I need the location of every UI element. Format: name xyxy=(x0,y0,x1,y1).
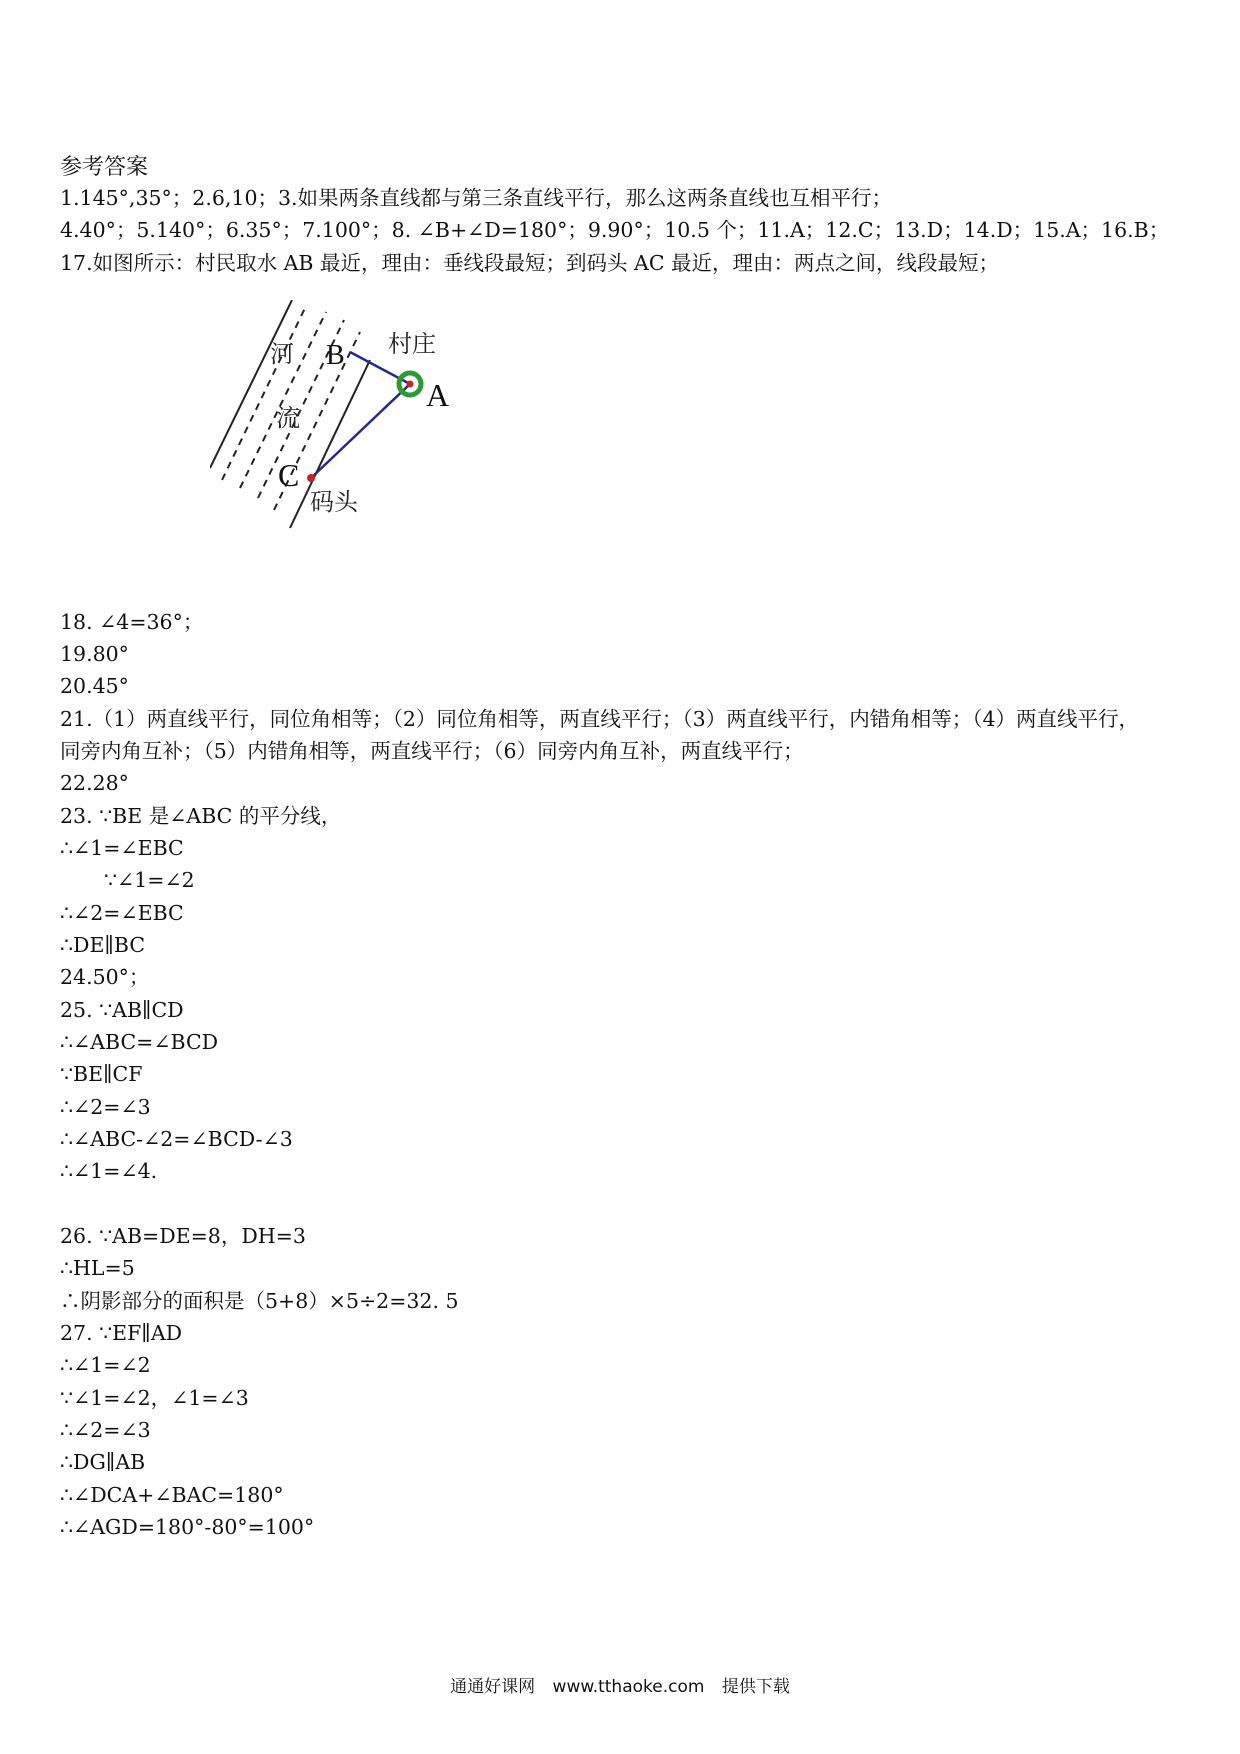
page-title: 参考答案 xyxy=(60,155,149,180)
answer-line-21a: 21.（1）两直线平行，同位角相等；（2）同位角相等，两直线平行；（3）两直线平行，内错角相等；（4）两直线平行， xyxy=(60,707,1140,731)
proof-step: ∴∠2=∠3 xyxy=(60,1418,151,1442)
segment-ac xyxy=(311,384,410,478)
answer-line-26: 26. ∵AB=DE=8，DH=3 xyxy=(60,1224,306,1248)
proof-step: ∴∠1=∠EBC xyxy=(60,836,184,860)
answer-line-27: 27. ∵EF∥AD xyxy=(60,1321,183,1345)
proof-step: ∵∠1=∠2，∠1=∠3 xyxy=(60,1386,249,1410)
label-b: B xyxy=(326,340,345,371)
footer-site-name: 通通好课网 xyxy=(450,1677,536,1697)
proof-step: ∵∠1=∠2 xyxy=(104,868,195,892)
answer-line-20: 20.45° xyxy=(60,674,129,698)
answer-line-23: 23. ∵BE 是∠ABC 的平分线， xyxy=(60,804,342,828)
page-footer xyxy=(0,1672,1240,1697)
proof-step: ∴∠ABC=∠BCD xyxy=(60,1030,219,1054)
label-dock: 码头 xyxy=(310,488,358,516)
label-c: C xyxy=(278,457,300,493)
river-figure-svg xyxy=(210,300,540,540)
footer-suffix: 提供下载 xyxy=(721,1677,790,1697)
point-c xyxy=(307,474,315,482)
answer-line-25: 25. ∵AB∥CD xyxy=(60,998,184,1022)
proof-step: ∴∠2=∠EBC xyxy=(60,901,184,925)
answer-line-17: 17.如图所示：村民取水 AB 最近，理由：垂线段最短；到码头 AC 最近，理由：两点之间，线段最短； xyxy=(60,251,1000,275)
proof-step: ∴∠DCA+∠BAC=180° xyxy=(60,1483,284,1507)
answer-line-19: 19.80° xyxy=(60,642,129,666)
proof-step: ∵BE∥CF xyxy=(60,1062,143,1086)
proof-step: ∴∠1=∠2 xyxy=(60,1353,151,1377)
answer-line-22: 22.28° xyxy=(60,771,129,795)
river-dash-line xyxy=(222,306,306,480)
label-a: A xyxy=(426,377,450,413)
river-village-figure xyxy=(210,300,540,540)
answer-line-18: 18. ∠4=36°； xyxy=(60,610,204,634)
proof-step: ∴HL=5 xyxy=(60,1256,135,1280)
river-char-he: 河 xyxy=(270,340,294,368)
answer-line-2: 4.40°；5.140°；6.35°；7.100°；8. ∠B+∠D=180°；9.90°；10.5 个；11.A；12.C；13.D；14.D；15.A；16.B； xyxy=(60,218,1170,242)
river-bank-left xyxy=(210,300,292,468)
answer-line-21b: 同旁内角互补；（5）内错角相等，两直线平行；（6）同旁内角互补，两直线平行； xyxy=(60,739,804,763)
label-village: 村庄 xyxy=(388,330,436,358)
proof-step: ∴DE∥BC xyxy=(60,933,146,957)
proof-step: ∴阴影部分的面积是（5+8）×5÷2=32. 5 xyxy=(60,1289,459,1313)
proof-step: ∴∠2=∠3 xyxy=(60,1095,151,1119)
proof-step: ∴DG∥AB xyxy=(60,1450,146,1474)
river-char-liu: 流 xyxy=(276,404,300,432)
proof-step: ∴∠ABC-∠2=∠BCD-∠3 xyxy=(60,1127,293,1151)
proof-step: ∴∠AGD=180°-80°=100° xyxy=(60,1515,315,1539)
proof-step: ∴∠1=∠4. xyxy=(60,1159,158,1183)
answer-line-24: 24.50°； xyxy=(60,965,150,989)
footer-url-link[interactable]: www.tthaoke.com xyxy=(552,1677,705,1697)
answer-line-1: 1.145°,35°；2.6,10；3.如果两条直线都与第三条直线平行，那么这两条直线也互相平行； xyxy=(60,186,893,210)
point-a xyxy=(407,381,414,388)
